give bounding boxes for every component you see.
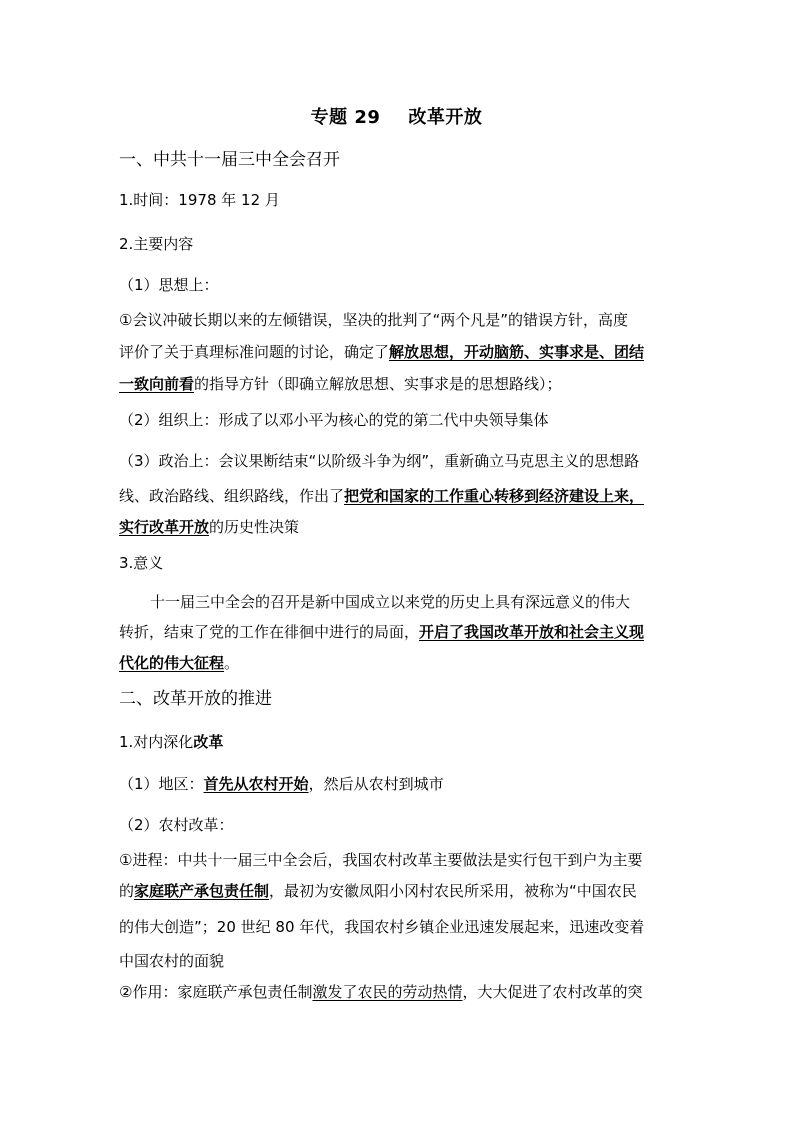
thought-line-2 [119,341,644,363]
process-line-3: 的伟大创造”；20 世纪 80 年代，我国农村乡镇企业迅速发展起来，迅速改变着 [119,918,645,936]
significance-line-2 [119,621,644,643]
topic-name: 改革开放 [408,107,483,128]
key-phrase: 家庭联产承包责任制 [134,882,270,900]
process-line-2-rest: ，最初为安徽凤阳小冈村农民所采用，被称为“中国农民 [269,882,637,900]
topic-number: 专题 29 [310,107,381,128]
organization-line: （2）组织上：形成了以邓小平为核心的党的第二代中央领导集体 [119,411,549,429]
effect-label: ②作用：家庭联产承包责任制 [119,983,313,1001]
section-2-heading: 二、改革开放的推进 [119,689,272,709]
rural-reform-label: （2）农村改革： [119,816,234,834]
key-phrase: 把党和国家的工作重心转移到经济建设上来， [344,487,645,505]
item-1-keyword: 改革 [193,733,224,751]
main-content-label: 2.主要内容 [119,235,194,253]
effect-text: ，大大促进了农村改革的突 [462,983,643,1001]
page-title [0,103,793,129]
significance-line-2-text: 转折，结束了党的工作在徘徊中进行的局面， [119,623,420,641]
politics-line-2-text: 线、政治路线、组织路线，作出了 [119,487,345,505]
time-line: 1.时间：1978 年 12 月 [119,191,280,209]
significance-line-3 [119,652,239,674]
politics-line-1: （3）政治上：会议果断结束“以阶级斗争为纲”，重新确立马克思主义的思想路 [119,452,640,470]
region-label: （1）地区： [119,775,204,793]
key-phrase: 一致向前看 [119,375,195,393]
effect-line [119,981,642,1003]
thought-label: （1）思想上： [119,276,219,294]
politics-line-2 [119,485,644,507]
item-1-text: 1.对内深化 [119,733,194,751]
key-phrase: 代化的伟大征程 [119,654,225,672]
process-line-4: 中国农村的面貌 [119,952,225,970]
key-phrase: 解放思想，开动脑筋、实事求是、团结 [389,343,645,361]
section-1-heading: 一、中共十一届三中全会召开 [119,150,340,170]
key-phrase: 首先从农村开始 [203,775,309,793]
thought-line-3-text: 的指导方针（即确立解放思想、实事求是的思想路线）； [194,375,562,393]
region-text: ，然后从农村到城市 [308,775,444,793]
thought-line-3 [119,373,562,395]
region-line [119,773,444,795]
thought-line-2-text: 评价了关于真理标准问题的讨论，确定了 [119,343,390,361]
process-line-2 [119,880,637,902]
significance-line-3-text: 。 [224,654,240,672]
significance-label: 3.意义 [119,554,164,572]
item-1-line [119,731,223,753]
key-phrase: 开启了我国改革开放和社会主义现 [419,623,645,641]
politics-line-3-text: 的历史性决策 [209,518,300,536]
key-phrase: 激发了农民的劳动热情 [312,983,463,1001]
process-line-2-text: 的 [119,882,135,900]
significance-line-1: 十一届三中全会的召开是新中国成立以来党的历史上具有深远意义的伟大 [150,593,631,611]
key-phrase: 实行改革开放 [119,518,210,536]
thought-line-1: ①会议冲破长期以来的左倾错误，坚决的批判了“两个凡是”的错误方针，高度 [119,311,628,329]
politics-line-3 [119,516,299,538]
process-line-1: ①进程：中共十一届三中全会后，我国农村改革主要做法是实行包干到户为主要 [119,851,643,869]
